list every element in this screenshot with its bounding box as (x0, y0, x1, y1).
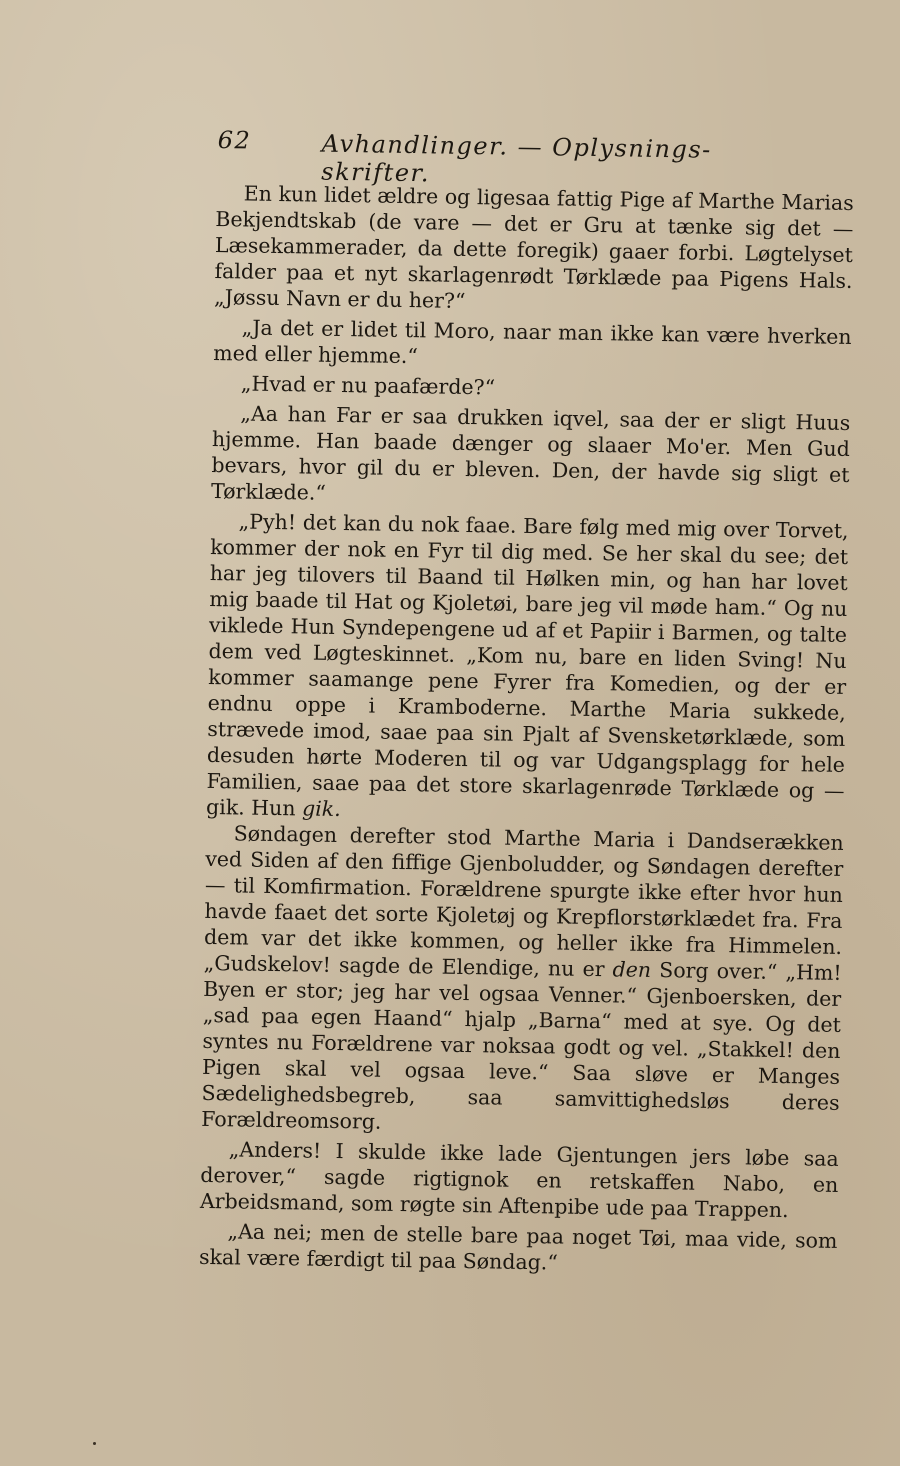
paragraph-6-emphasis: den (612, 957, 652, 982)
paragraph-5-emphasis: gik. (301, 796, 341, 822)
paragraph-5 (206, 508, 849, 830)
paper-speck (93, 1442, 96, 1445)
paragraph-7: „Anders! I skulde ikke lade Gjentungen jers løbe saa derover,“ sagde rigtignok en retskaffen Nabo, en Arbeidsmand, som røgte sin Aftenpibe ude paa Trappen. (199, 1137, 839, 1223)
running-title: Avhandlinger. — Oplysnings-skrifter. (321, 129, 712, 188)
page-number: 62 (217, 126, 252, 155)
paragraph-1: En kun lidet ældre og ligesaa fattig Pige af Marthe Marias Bekjendtskab (de vare — det er Gru at tænke sig det — Læsekammerader, da dette foregik) gaaer forbi. Løgtelyset falder paa et nyt skarlagenrødt Tørklæde paa Pigens Hals. „Jøssu Navn er du her?“ (213, 181, 854, 313)
paragraph-6 (201, 820, 844, 1142)
body-text (199, 180, 854, 1280)
paragraph-6-text: Søndagen derefter stod Marthe Maria i Dandserækken ved Siden af den fiffige Gjenboludder, og Søndagen derefter — til Komfirmation. Forældrene spurgte ikke efter hvor hun havde faaet det sorte Kjoletøj og Krepflorstørklædet fra. Fra dem var det ikke kommen, og heller ikke fra Himmelen. „Gudskelov! sagde de Elendige, nu er (203, 821, 844, 982)
paragraph-3: „Hvad er nu paafærde?“ (240, 371, 496, 400)
paragraph-5-text: „Pyh! det kan du nok faae. Bare følg med mig over Torvet, kommer der nok en Fyr til dig med. Se her skal du see; det har jeg tilovers til Baand til Hølken min, og han har lovet mig baade til Hat og Kjoletøi, bare jeg vil møde ham.“ Og nu viklede Hun Syndepengene ud af et Papiir i Barmen, og talte dem ved Løgteskinnet. „Kom nu, bare en liden Sving! Nu kommer saamange pene Fyrer fra Komedien, og der er endnu oppe i Kramboderne. Marthe Maria sukkede, strævede imod, saae paa sin Pjalt af Svensketørklæde, som desuden hørte Moderen til og var Udgangsplagg for hele Familien, saae paa det store skarlagenrøde Tørklæde og — gik. Hun (205, 509, 849, 821)
running-head (217, 126, 777, 188)
paragraph-2: „Ja det er lidet til Moro, naar man ikke kan være hverken med eller hjemme.“ (213, 315, 852, 369)
paragraph-4: „Aa han Far er saa drukken iqvel, saa der er sligt Huus hjemme. Han baade dænger og slaaer Mo'er. Men Gud bevars, hvor gil du er bleven. Den, der havde sig sligt et Tørklæde.“ (210, 401, 851, 505)
paragraph-6-text-after: Sorg over.“ „Hm! Byen er stor; jeg har vel ogsaa Venner.“ Gjenboersken, der „sad paa egen Haand“ hjalp „Barna“ med at sye. Og det syntes nu Forældrene var noksaa godt og vel. „Stakkel! den Pigen skal vel ogsaa leve.“ Saa sløve er Manges Sædelighedsbegreb, saa samvittighedsløs deres Forældreomsorg. (201, 957, 842, 1134)
paragraph-8: „Aa nei; men de stelle bare paa noget Tøi, maa vide, som skal være færdigt til paa Søndag.“ (198, 1219, 838, 1275)
